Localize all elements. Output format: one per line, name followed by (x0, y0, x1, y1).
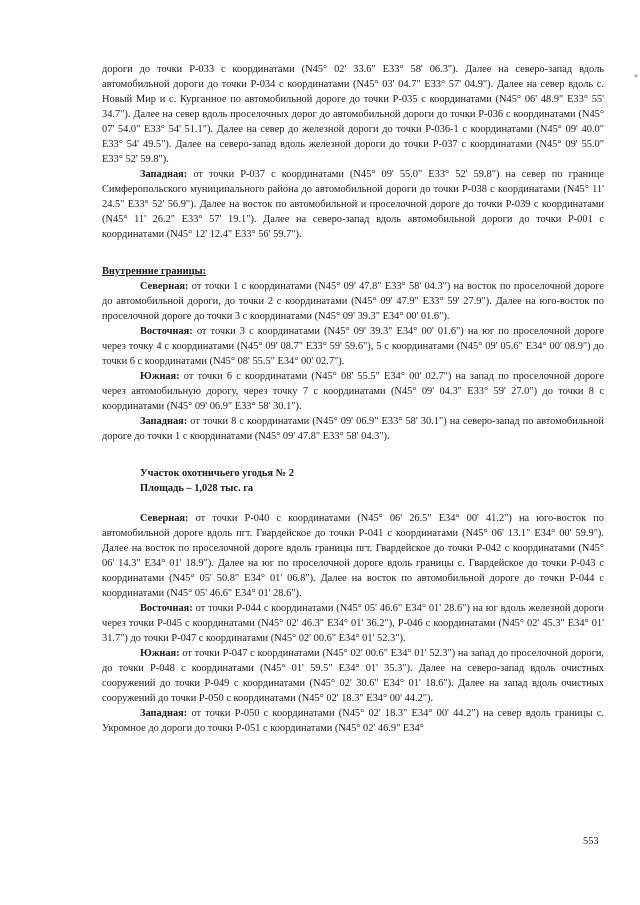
paragraph-plot2-north (102, 511, 604, 601)
paragraph-plot2-west (102, 706, 604, 736)
paragraph-text: от точки 1 с координатами (N45° 09' 47.8" E33° 58' 04.3") на восток по проселочной дороге до автомобильной дороги, до точки 2 с координатами (N45° 09' 47.9" E33° 59' 27.9"). Далее на юго-восток по проселочной дороге до точки 3 с координатами (N45° 09' 39.3" E34° 00' 01.6"). (102, 281, 604, 322)
paragraph-boundary-east-continued: дороги до точки Р-033 с координатами (N45° 02' 33.6" E33° 58' 06.3"). Далее на северо-запад вдоль автомобильной дороги до точки Р-034 с координатами (N45° 03' 04.7" E33° 57' 04.9"). Далее на север вдоль с. Новый Мир и с. Курганное по автомобильной дороге до точки Р-035 с координатами (N45° 06' 48.9" E33° 55' 34.7"). Далее на север вдоль проселочных дорог до автомобильной дороги до точки Р-036 с координатами (N45° 07' 54.0" E33° 54' 51.1"). Далее на север до железной дороги до точки Р-036-1 с координатами (N45° 09' 40.0" E33° 54' 49.5"). Далее на северо-запад вдоль железной дороги до точки Р-037 с координатами (N45° 09' 55.0" E33° 52' 59.8"). (102, 64, 604, 165)
plot-title: Участок охотничьего угодья № 2 (140, 468, 294, 479)
paragraph-plot2-east (102, 601, 604, 646)
paragraph-inner-south (102, 369, 604, 414)
direction-label: Западная: (140, 169, 188, 180)
paragraph-text: от точки Р-044 с координатами (N45° 05' 46.6" E34° 01' 28.6") на юг вдоль железной дороги через точки Р-045 с координатами (N45° 02' 46.3" E34° 01' 36.2"), Р-046 с координатами (N45° 02' 45.3" E34° 01' 31.7") до точки Р-047 с координатами (N45° 02' 00.6" E34° 01' 52.3"). (102, 603, 604, 644)
paragraph-plot2-south (102, 646, 604, 706)
plot-area: Площадь – 1,028 тыс. га (140, 483, 254, 494)
page-number: 553 (583, 836, 599, 847)
direction-label: Северная: (140, 513, 189, 524)
paragraph-inner-north (102, 279, 604, 324)
paragraph-text: от точки Р-050 с координатами (N45° 02' 18.3" E34° 00' 44.2") на север вдоль границы с. Укромное до дороги до точки Р-051 с координатами (N45° 02' 46.9" E34° (102, 708, 604, 734)
document-body (102, 62, 604, 736)
direction-label: Западная: (140, 708, 188, 719)
paragraph-inner-east (102, 324, 604, 369)
margin-mark: « (634, 71, 638, 80)
paragraph-text: от точки 6 с координатами (N45° 08' 55.5" E34° 00' 02.7") на запад по проселочной дороге через автомобильную дорогу, через точку 7 с координатами (N45° 09' 04.3" E33° 59' 27.0") до точки 8 с координатами (N45° 09' 06.9" E33° 58' 30.1"). (102, 371, 604, 412)
direction-label: Северная: (140, 281, 189, 292)
direction-label: Восточная: (140, 603, 193, 614)
direction-label: Южная: (140, 648, 180, 659)
direction-label: Западная: (140, 416, 188, 427)
direction-label: Южная: (140, 371, 180, 382)
paragraph-text: от точки 3 с координатами (N45° 09' 39.3" E34° 00' 01.6") на юг по проселочной дороге через точку 4 с координатами (N45° 09' 08.7" E33° 59' 59.6"), 5 с координатами (N45° 09' 05.6" E34° 00' 08.9") до точки 6 с координатами (N45° 08' 55.5" E34° 00' 02.7"). (102, 326, 604, 367)
paragraph-text: от точки 8 с координатами (N45° 09' 06.9" E33° 58' 30.1") на северо-запад по автомобильной дороге до точки 1 с координатами (N45° 09' 47.8" E33° 58' 04.3"). (102, 416, 604, 442)
direction-label: Восточная: (140, 326, 193, 337)
paragraph-text: от точки Р-037 с координатами (N45° 09' 55.0" E33° 52' 59.8") на север по границе Симферопольского муниципального района до автомобильной дороги до точки Р-038 с координатами (N45° 11' 24.5" E33° 52' 56.9"). Далее на восток по автомобильной и проселочной дороге до точки Р-039 с координатами (N45° 11' 26.2" E33° 57' 19.1"). Далее на северо-запад вдоль автомобильной дороги до точки Р-001 с координатами (N45° 12' 12.4" E33° 56' 59.7"). (102, 169, 604, 240)
paragraph-inner-west (102, 414, 604, 444)
paragraph-text: от точки Р-040 с координатами (N45° 06' 26.5" E34° 00' 41.2") на юго-восток по автомобильной дороге вдоль пгт. Гвардейское до точки Р-041 с координатами (N45° 06' 13.1" E34° 00' 59.9"). Далее на восток по проселочной дороге вдоль границы пгт. Гвардейское до точки Р-042 с координатами (N45° 06' 14.3" E34° 01' 18.9"). Далее на юг по проселочной дороге вдоль границы с. Гвардейское до точки Р-043 с координатами (N45° 05' 50.8" E34° 01' 06.8"). Далее на восток по автомобильной дороге до точки Р-044 с координатами (N45° 05' 46.6" E34° 01' 28.6"). (102, 513, 604, 599)
paragraph-west-boundary (102, 167, 604, 242)
section-heading-inner-boundaries: Внутренние границы: (102, 266, 207, 277)
paragraph-text: от точки Р-047 с координатами (N45° 02' 00.6" E34° 01' 52.3") на запад до проселочной дороги, до точки Р-048 с координатами (N45° 01' 59.5" E34° 01' 35.3"). Далее на северо-запад вдоль очистных сооружений до точки Р-049 с координатами (N45° 02' 30.6" E34° 01' 18.6"). Далее на запад вдоль очистных сооружений до точки Р-050 с координатами (N45° 02' 18.3" E34° 00' 44.2"). (102, 648, 604, 704)
